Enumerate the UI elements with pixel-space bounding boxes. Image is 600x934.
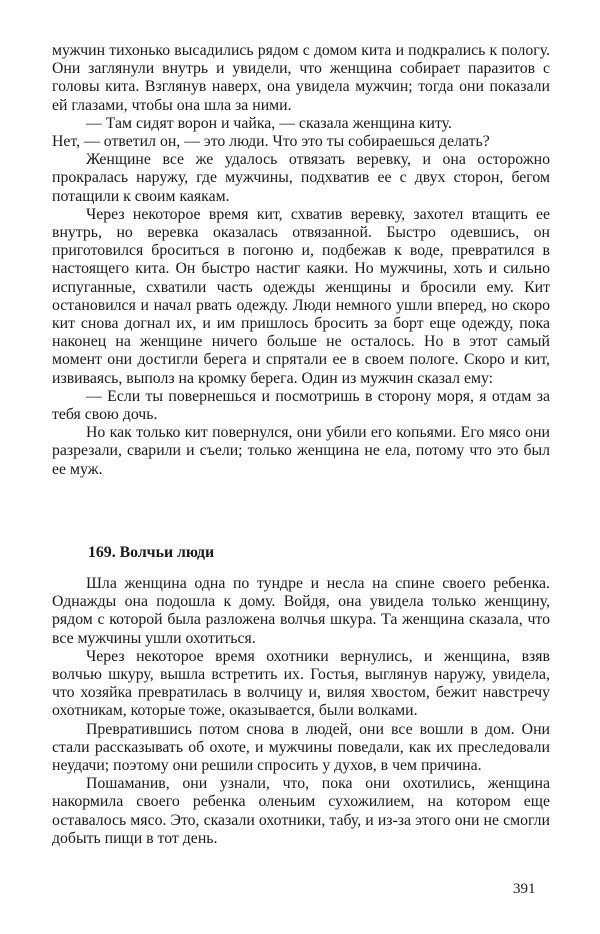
paragraph: Превратившись потом снова в людей, они все вошли в дом. Они стали рассказывать об охоте, и мужчины поведали, как их преследовали неудачи; поэтому они решили спросить у духов, в чем причина. — [52, 720, 550, 775]
paragraph: Нет, — ответил он, — это люди. Что это ты собираешься делать? — [52, 133, 490, 151]
paragraph: мужчин тихонько высадились рядом с домом кита и подкрались к пологу. Они заглянули внутрь и увидели, что женщина собирает паразитов с головы кита. Взглянув наверх, она увидела мужчин; тогда они показали ей глазами, чтобы она шла за ними. — [52, 42, 550, 114]
section-body — [52, 575, 550, 848]
paragraph: Пошаманив, они узнали, что, пока они охотились, женщина накормила своего ребенка оленьим сухожилием, на котором еще оставалось мясо. Это, сказали охотники, табу, и из-за этого они не смогли добыть пищи в тот день. — [52, 775, 550, 847]
paragraph: Через некоторое время кит, схватив веревку, захотел втащить ее внутрь, но веревка оказалась отвязанной. Быстро одевшись, он приготовился броситься в погоню и, подбежав к воде, превратился в настоящего кита. Он быстро настиг каяки. Но мужчины, хоть и сильно испуганные, схватили часть одежды женщины и бросили ему. Кит остановился и начал рвать одежду. Люди немного ушли вперед, но скоро кит снова догнал их, и им пришлось бросить за борт еще одежду, пока наконец на женщине ничего больше не осталось. Но в этот самый момент они достигли берега и спрятали ее в своем пологе. Скоро и кит, извиваясь, выполз на кромку берега. Один из мужчин сказал ему: — [52, 205, 550, 387]
story-continuation — [52, 42, 550, 479]
paragraph: Шла женщина одна по тундре и несла на спине своего ребенка. Однажды она подошла к дому. Войдя, она увидела только женщину, рядом с которой была разложена волчья шкура. Та женщина сказала, что все мужчины ушли охотиться. — [52, 575, 550, 647]
paragraph: Через некоторое время охотники вернулись, и женщина, взяв волчью шкуру, вышла встретить их. Гостья, выглянув наружу, увидела, что хозяйка превратилась в волчицу и, виляя хвостом, бежит навстречу охотникам, которые тоже, оказывается, были волками. — [52, 647, 550, 720]
page-number: 391 — [513, 881, 536, 897]
paragraph: — Если ты повернешься и посмотришь в сторону моря, я отдам за тебя свою дочь. — [52, 387, 550, 424]
paragraph: Женщине все же удалось отвязать веревку, и она осторожно прокралась наружу, где мужчины, подхватив ее с двух сторон, бегом потащили к своим каякам. — [52, 151, 550, 205]
paragraph: Но как только кит повернулся, они убили его копьями. Его мясо они разрезали, сварили и съели; только женщина не ела, потому что это был ее муж. — [52, 424, 550, 478]
paragraph: — Там сидят ворон и чайка, — сказала женщина киту. — [86, 114, 452, 132]
section-heading: 169. Волчьи люди — [88, 544, 215, 561]
